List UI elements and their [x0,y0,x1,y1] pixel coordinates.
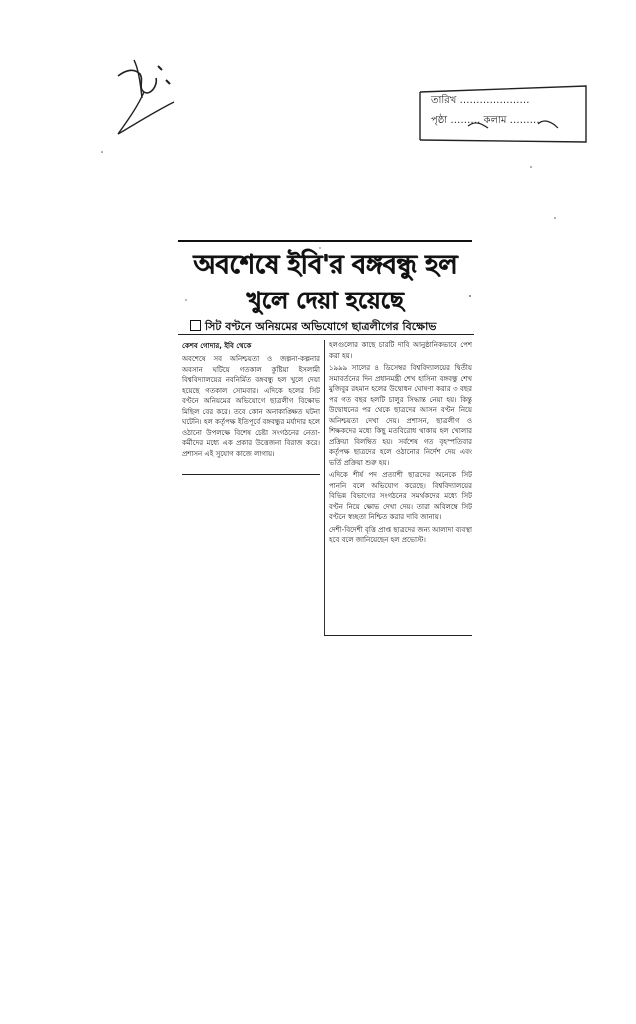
headline-line-2: খুলে দেয়া হয়েছে [246,288,404,314]
right-paragraph-2: ১৯৯৯ সালের ৪ ডিসেম্বর বিশ্ববিদ্যালয়ের দ্বিতীয় সমাবর্তনের দিন প্রধানমন্ত্রী শেখ হাসিনা বঙ্গবন্ধু শেখ মুজিবুর রহমান হলের উদ্বোধন ঘোষণা করার ৩ বছর পর গত বছর হলটি চালুর সিদ্ধান্ত নেয়া হয়। কিন্তু উদ্বোধনের পর থেকে ছাত্রদের আসন বণ্টন নিয়ে অনিশ্চয়তা দেখা দেয়। প্রশাসন, ছাত্রলীগ ও শিক্ষকদের মধ্যে কিছু মতবিরোধ থাকায় হল খোলার প্রক্রিয়া বিলম্বিত হয়। সর্বশেষ গত বৃহস্পতিবার কর্তৃপক্ষ ছাত্রদের হলে ওঠানোর নির্দেশ দেয় এবং ভর্তি প্রক্রিয়া শুরু হয়। [329,364,472,467]
article-left-column [182,340,320,475]
headline-line-1: অবশেষে ইবি'র বঙ্গবন্ধু হল [193,250,457,280]
left-paragraph-1: অবশেষে সব অনিশ্চয়তা ও জল্পনা-কল্পনার অবসান ঘটিয়ে গতকাল কুষ্টিয়া ইসলামী বিশ্ববিদ্যালয়ের নবনির্মিত বঙ্গবন্ধু হল খুলে দেয়া হয়েছে গতকাল সোমবার। এদিকে হলের সিট বণ্টনে অনিয়মের অভিযোগে ছাত্রলীগ বিক্ষোভ মিছিল বের করে। তবে কোন অনাকাঙ্ক্ষিত ঘটনা ঘটেনি। হল কর্তৃপক্ষ ইতিপূর্বে বঙ্গবন্ধুর মর্যাদার হলে ওঠানো উপলক্ষে বিশেষ চেষ্টা সংগঠনের নেতা-কর্মীদের মধ্যে এক প্রকার উত্তেজনা বিরাজ করে। প্রশাসন এই সুযোগ কাজে লাগায়। [182,355,320,458]
right-paragraph-4: দেশী-বিদেশী বৃত্তি প্রাপ্ত ছাত্রদের জন্য আলাদা ব্যবস্থা হবে বলে জানিয়েছেন হল প্রভোস্ট। [329,525,472,544]
right-paragraph-1: হলগুলোর কাছে চারটি দাবি আনুষ্ঠানিকভাবে পেশ করা হয়। [329,341,472,360]
stamp-date-line: তারিখ ………………… [431,95,530,106]
handwritten-signature [104,40,194,140]
square-bullet-icon [190,320,201,331]
article-byline: কেশব গোদার, ইবি থেকে [182,342,252,350]
stamp-page-column-line: পৃষ্ঠা ……… কলাম ……… [431,115,540,126]
subhead-text: সিট বণ্টনে অনিয়মের অভিযোগে ছাত্রলীগের বিক্ষোভ [205,320,437,333]
divider [178,334,474,335]
right-paragraph-3: এদিকে শীর্ষ পদ প্রত্যাশী ছাত্রদের অনেকে সিট পাননি বলে অভিযোগ করেছে। বিশ্ববিদ্যালয়ের বিভিন্ন বিভাগের সংগঠনের সমর্থকদের মধ্যে সিট বণ্টন নিয়ে ক্ষোভ দেখা দেয়। তারা অবিলম্বে সিট বণ্টনে স্বচ্ছতা নিশ্চিত করার দাবি জানায়। [329,471,472,521]
article-headline [178,240,472,318]
article-right-column [324,340,472,636]
